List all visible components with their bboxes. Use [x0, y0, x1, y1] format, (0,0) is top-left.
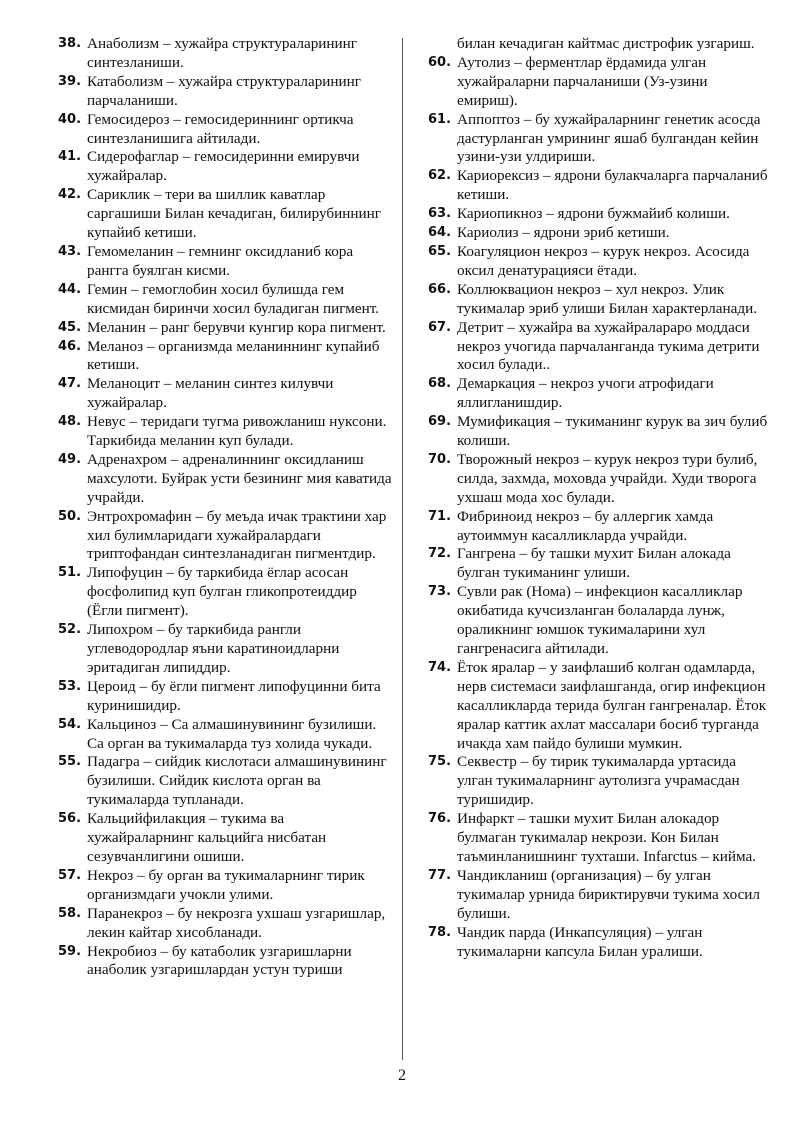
entry-text: Сидерофаглар – гемосидеринни емирувчи хужайралар. [87, 148, 360, 185]
entry-text: Аутолиз – ферментлар ёрдамида улган хужайраларни парчаланиши (Уз-узини емириш). [457, 53, 708, 109]
entry-text: Кальцийфилакция – тукима ва хужайраларнинг кальцийга нисбатан сезувчанлигини ошиши. [87, 810, 327, 865]
entry-text: Гемосидероз – гемосидериннинг ортикча синтезланишига айтилади. [87, 110, 354, 147]
entry-number: 76. [428, 811, 452, 827]
glossary-entry [428, 111, 768, 168]
glossary-entry [58, 905, 394, 943]
glossary-entry [428, 924, 768, 962]
entry-number: 69. [428, 414, 452, 430]
glossary-entry [428, 205, 768, 224]
glossary-entry [58, 716, 394, 754]
entry-number: 57. [58, 867, 82, 883]
entry-number: 52. [58, 622, 82, 638]
entry-number: 38. [58, 36, 82, 51]
entry-text: Мумификация – тукиманинг курук ва зич булиб колиши. [457, 413, 768, 450]
entry-text: Чандик парда (Инкапсуляция) – улган тукималарни капсула Билан уралиши. [457, 923, 703, 960]
glossary-entry [58, 375, 394, 413]
entry-text: Падагра – сийдик кислотаси алмашинувининг бузилиши. Сийдик кислота орган ва тукималарда тупланади. [87, 753, 387, 809]
glossary-entry [58, 281, 394, 319]
glossary-entry [58, 148, 394, 186]
entry-text: Гемин – гемоглобин хосил булишда гем кисмидан биринчи хосил буладиган пигмент. [87, 280, 380, 317]
entry-text: Коагуляцион некроз – курук некроз. Асосида оксил денатурацияси ётади. [457, 242, 750, 279]
entry-number: 44. [58, 281, 82, 297]
entry-text: Гемомеланин – гемнинг оксидланиб кора рангга буялган кисми. [87, 242, 354, 279]
entry-number: 71. [428, 508, 452, 524]
glossary-entry [58, 413, 394, 451]
entry-number: 55. [58, 754, 82, 770]
glossary-entry [428, 167, 768, 205]
entry-text: Катаболизм – хужайра структураларининг парчаланиши. [87, 72, 362, 109]
entry-number: 74. [428, 659, 452, 675]
glossary-entry [428, 281, 768, 319]
glossary-entry [428, 508, 768, 546]
glossary-entry [58, 338, 394, 376]
entry-text: Адренахром – адреналиннинг оксидланиш махсулоти. Буйрак усти безининг мия каватида учрайди. [87, 450, 392, 506]
entry-number: 72. [428, 546, 452, 562]
entry-number: 66. [428, 281, 452, 297]
entry-text: Фибриноид некроз – бу аллергик хамда аутоиммун касалликларда учрайди. [457, 507, 714, 544]
entry-number: 59. [58, 943, 82, 959]
entry-number: 41. [58, 149, 82, 165]
entry-number: 73. [428, 584, 452, 600]
entry-number: 65. [428, 243, 452, 259]
entry-text: Некроз – бу орган ва тукималарнинг тирик организмдаги учокли улими. [87, 866, 365, 903]
left-term-list [58, 35, 394, 980]
column-divider [402, 38, 403, 1060]
glossary-entry [58, 186, 394, 243]
entry-number: 58. [58, 905, 82, 921]
entry-number: 61. [428, 111, 452, 127]
entry-text: Чандикланиш (организация) – бу улган тукималар урнида бириктирувчи тукима хосил булиши. [457, 866, 761, 922]
entry-text: Кариорексиз – ядрони булакчаларга парчаланиб кетиши. [457, 167, 768, 204]
entry-number: 47. [58, 376, 82, 392]
entry-number: 50. [58, 508, 82, 524]
glossary-entry [58, 621, 394, 678]
glossary-entry [58, 73, 394, 111]
entry-text: Меланоз – организмда меланиннинг купайиб кетиши. [87, 337, 380, 374]
entry-text: Гангрена – бу ташки мухит Билан алокада булган тукиманинг улиши. [457, 545, 731, 582]
page-number: 2 [398, 1067, 406, 1084]
entry-text: Секвестр – бу тирик тукималарда уртасида улган тукималарнинг аутолизга учрамасдан туришидир. [457, 753, 740, 809]
entry-text: Анаболизм – хужайра структураларининг синтезланиши. [87, 35, 358, 71]
right-term-list [428, 54, 768, 962]
glossary-entry [428, 867, 768, 924]
entry-text: Ёток яралар – у заифлашиб колган одамларда, нерв системаси заифлашганда, огир инфекцион касалликларда терида булган гангреналар. Ёток яралар каттик ахлат массалари босиб турганда ичакда хам пайдо булиши мумкин. [457, 658, 767, 752]
glossary-entry [428, 413, 768, 451]
entry-number: 75. [428, 754, 452, 770]
glossary-entry [428, 583, 768, 659]
entry-text: Кариопикноз – ядрони бужмайиб колиши. [457, 205, 730, 223]
glossary-entry [428, 54, 768, 111]
entry-number: 63. [428, 206, 452, 222]
glossary-entry [58, 319, 394, 338]
glossary-entry [58, 564, 394, 621]
continued-definition: билан кечадиган кайтмас дистрофик узгариш. [457, 35, 755, 52]
left-column [58, 35, 394, 980]
glossary-entry [428, 243, 768, 281]
entry-number: 68. [428, 376, 452, 392]
entry-number: 53. [58, 678, 82, 694]
entry-text: Липофуцин – бу таркибида ёглар асосан фосфолипид куп булган гликопротеиддир (Ёгли пигмент). [87, 564, 357, 620]
glossary-entry [428, 451, 768, 508]
entry-number: 40. [58, 111, 82, 127]
entry-number: 56. [58, 811, 82, 827]
glossary-entry [58, 943, 394, 981]
glossary-entry [58, 451, 394, 508]
entry-number: 62. [428, 168, 452, 184]
entry-text: Коллюквацион некроз – хул некроз. Улик тукималар эриб улиши Билан характерланади. [457, 280, 757, 317]
entry-text: Некробиоз – бу катаболик узгаришларни анаболик узгаришлардан устун туриши [87, 942, 352, 979]
entry-text: Творожный некроз – курук некроз тури булиб, силда, захмда, моховда учрайди. Худи творога ухшаш мода хос булади. [457, 450, 758, 506]
entry-number: 54. [58, 716, 82, 732]
glossary-entry [428, 810, 768, 867]
glossary-entry [58, 508, 394, 565]
entry-number: 70. [428, 451, 452, 467]
entry-number: 49. [58, 451, 82, 467]
glossary-entry [58, 35, 394, 73]
entry-number: 48. [58, 414, 82, 430]
glossary-entry [58, 810, 394, 867]
entry-text: Энтрохромафин – бу меъда ичак трактини хар хил булимларидаги хужайралардаги триптофандан синтезланадиган пигментдир. [87, 507, 387, 563]
entry-number: 67. [428, 319, 452, 335]
entry-text: Кальциноз – Са алмашинувининг бузилиши. Са орган ва тукималарда туз холида чукади. [87, 715, 377, 752]
glossary-entry [58, 111, 394, 149]
glossary-entry [58, 753, 394, 810]
entry-text: Аппоптоз – бу хужайраларнинг генетик асосда дастурланган умрининг яшаб булгандан кейин узини-узи улдириши. [457, 110, 761, 166]
glossary-entry [58, 243, 394, 281]
entry-text: Невус – теридаги тугма ривожланиш нуксони. Таркибида меланин куп булади. [87, 413, 387, 450]
entry-text: Меланоцит – меланин синтез килувчи хужайралар. [87, 375, 334, 412]
glossary-entry [58, 678, 394, 716]
entry-number: 64. [428, 225, 452, 241]
entry-text: Паранекроз – бу некрозга ухшаш узгаришлар, лекин кайтар хисобланади. [87, 904, 386, 941]
entry-number: 45. [58, 319, 82, 335]
glossary-entry [428, 659, 768, 754]
glossary-entry [428, 319, 768, 376]
entry-text: Меланин – ранг берувчи кунгир кора пигмент. [87, 318, 386, 336]
glossary-entry [428, 224, 768, 243]
glossary-entry [58, 867, 394, 905]
entry-number: 39. [58, 73, 82, 89]
entry-text: Инфаркт – ташки мухит Билан алокадор булмаган тукималар некрози. Кон Билан таъминланишнинг тухташи. Infarctus – кийма. [457, 810, 757, 865]
glossary-entry [428, 375, 768, 413]
entry-number: 77. [428, 867, 452, 883]
entry-number: 51. [58, 565, 82, 581]
entry-text: Сувли рак (Нома) – инфекцион касалликлар окибатида кучсизланган болаларда лунж, ораликнинг юмшок тукималарини хул гангренасига айтилади. [457, 583, 743, 657]
glossary-entry [428, 545, 768, 583]
entry-text: Сариклик – тери ва шиллик каватлар саргашиши Билан кечадиган, билирубиннинг купайиб кетиши. [87, 186, 381, 242]
entry-text: Цероид – бу ёгли пигмент липофуцинни бита куринишидир. [87, 677, 381, 714]
entry-number: 60. [428, 54, 452, 70]
entry-number: 46. [58, 338, 82, 354]
entry-number: 43. [58, 243, 82, 259]
entry-text: Детрит – хужайра ва хужайралараро моддаси некроз учогида парчаланганда тукима детрити хосил булади.. [457, 318, 760, 374]
entry-text: Демаркация – некроз учоги атрофидаги яллигланишдир. [457, 375, 714, 412]
entry-text: Кариолиз – ядрони эриб кетиши. [457, 224, 670, 242]
entry-text: Липохром – бу таркибида рангли углеводородлар яъни каратиноидларни эритадиган липиддир. [87, 621, 340, 676]
glossary-entry [428, 753, 768, 810]
entry-number: 78. [428, 924, 452, 940]
right-column [428, 35, 768, 961]
entry-number: 42. [58, 187, 82, 203]
